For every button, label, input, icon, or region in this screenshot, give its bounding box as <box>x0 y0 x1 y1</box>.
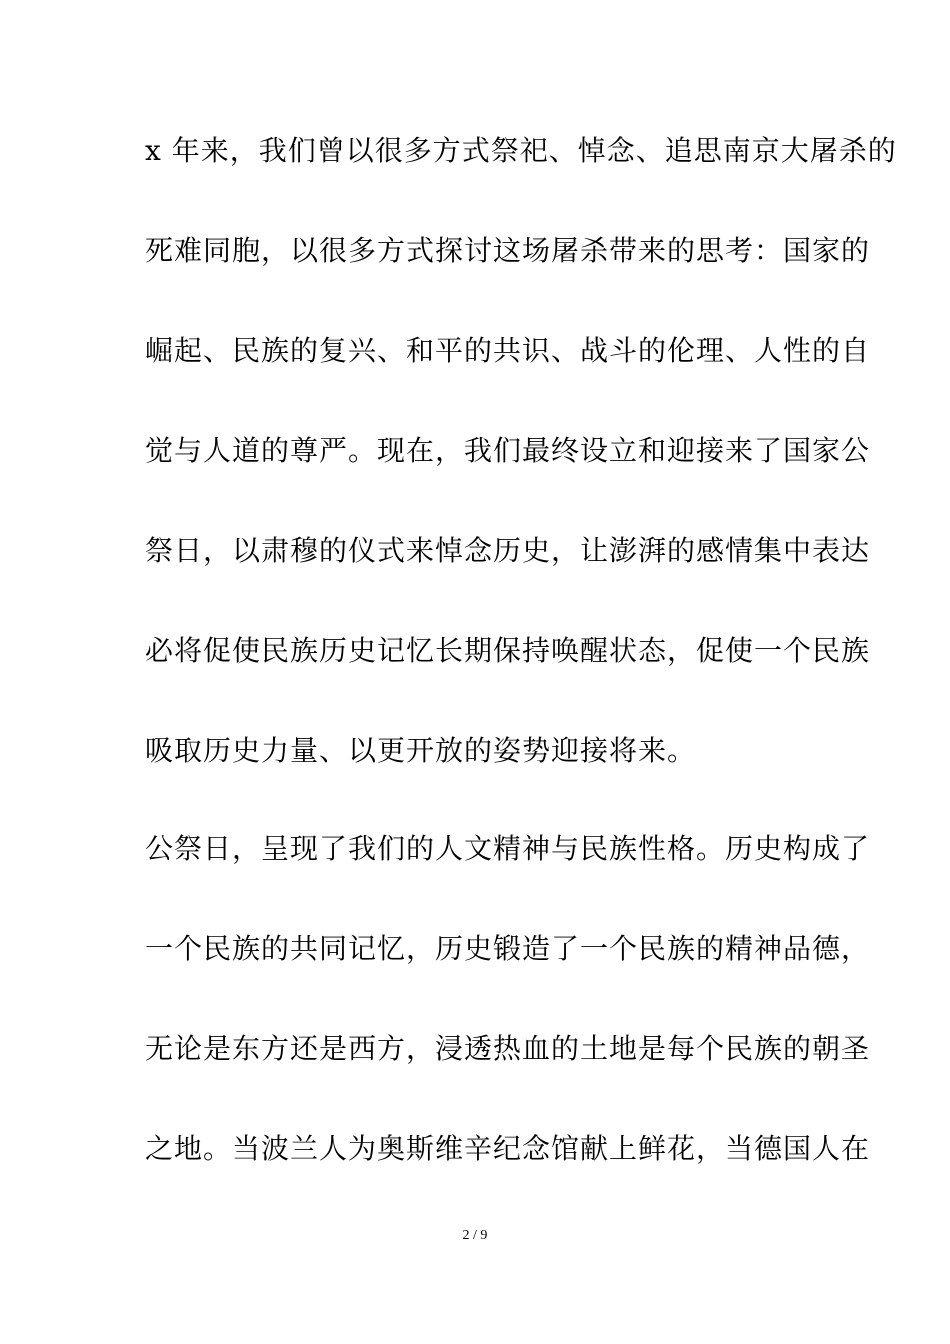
text-line: x 年来，我们曾以很多方式祭祀、悼念、追思南京大屠杀的 <box>145 134 897 167</box>
text-line: 觉与人道的尊严。现在，我们最终设立和迎接来了国家公 <box>145 434 871 467</box>
text-line: 公祭日，呈现了我们的人文精神与民族性格。历史构成了 <box>145 832 871 865</box>
page-number: 2 / 9 <box>462 1228 488 1243</box>
text-line: 死难同胞，以很多方式探讨这场屠杀带来的思考：国家的 <box>145 234 871 267</box>
text-line: 之地。当波兰人为奥斯维辛纪念馆献上鲜花，当德国人在 <box>145 1132 871 1165</box>
text-line: 崛起、民族的复兴、和平的共识、战斗的伦理、人性的自 <box>145 334 871 367</box>
text-line: 必将促使民族历史记忆长期保持唤醒状态，促使一个民族 <box>145 634 871 667</box>
text-line: 无论是东方还是西方，浸透热血的土地是每个民族的朝圣 <box>145 1032 871 1065</box>
text-line: 吸取历史力量、以更开放的姿势迎接将来。 <box>145 734 697 767</box>
text-line: 一个民族的共同记忆，历史锻造了一个民族的精神品德， <box>145 932 871 965</box>
text-line: 祭日，以肃穆的仪式来悼念历史，让澎湃的感情集中表达 <box>145 534 871 567</box>
